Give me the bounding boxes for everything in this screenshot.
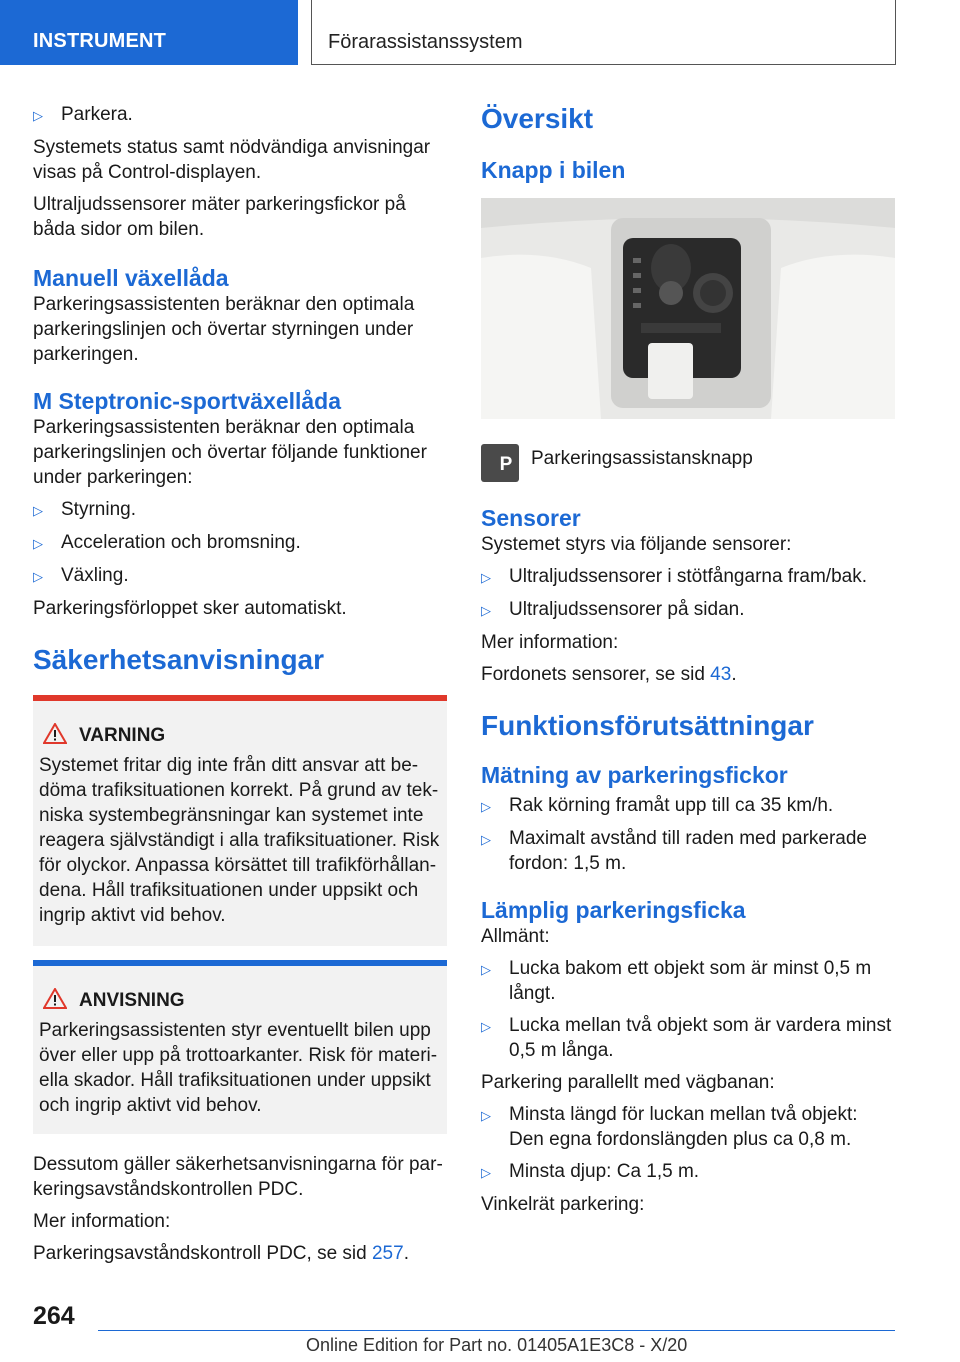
heading-overview: Översikt (481, 103, 594, 134)
bullet-triangle-icon: ▷ (33, 569, 43, 584)
edition-footer: Online Edition for Part no. 01405A1E3C8 - X/20 (306, 1335, 688, 1355)
warning-triangle-icon (39, 988, 79, 1015)
bullet-triangle-icon: ▷ (481, 1019, 491, 1034)
page-link[interactable]: 257 (371, 1243, 404, 1264)
chapter-title: Förarassistanssystem (328, 31, 523, 53)
note-heading: ANVISNING (79, 990, 185, 1011)
list-item: ▷ Ultraljudssensorer på sidan. (481, 597, 895, 623)
warning-box (33, 695, 447, 946)
paragraph: Dessutom gäller säkerhetsanvisningarna för parkeringsavståndskontrollen PDC. (33, 1154, 443, 1200)
section-title: INSTRUMENT (33, 30, 167, 52)
bullet-triangle-icon: ▷ (481, 603, 491, 618)
heading-suitable-space: Lämplig parkeringsficka (481, 897, 746, 923)
list-item: ▷ Växling. (33, 563, 447, 589)
heading-function-requirements: Funktionsförutsättningar (481, 710, 814, 741)
reference: Fordonets sensorer, se sid 43. (481, 664, 737, 685)
paragraph: Ultraljudssensorer mäter parkeringsfickor på båda sidor om bilen. (33, 194, 406, 240)
paragraph: Vinkelrät parkering: (481, 1194, 645, 1215)
bullet-triangle-icon: ▷ (481, 962, 491, 977)
page-link[interactable]: 43 (710, 664, 732, 685)
bullet-triangle-icon: ▷ (481, 799, 491, 814)
chapter-tab (311, 0, 896, 65)
note-text: Parkeringsassistenten styr eventuellt bilen upp över eller upp på trottoarkanter. Risk för materiella skador. Håll trafiksituationen under uppsikt och ingrip aktivt vid behov. (39, 1020, 438, 1116)
list-item: ▷ Lucka mellan två objekt som är vardera minst 0,5 m långa. (481, 1015, 892, 1061)
heading-safety: Säkerhetsanvisningar (33, 644, 325, 675)
left-column (33, 102, 447, 1273)
paragraph: Parkeringsassistenten beräknar den optimala parkeringslinjen och övertar styrningen under parkeringen. (33, 294, 415, 365)
paragraph: Mer information: (33, 1211, 171, 1232)
warning-triangle-icon (39, 723, 79, 750)
paragraph: Parkeringsförloppet sker automatiskt. (33, 598, 347, 619)
parking-assist-button-icon: P (481, 444, 519, 482)
list-item: ▷ Styrning. (33, 497, 447, 523)
reference: Parkeringsavståndskontroll PDC, se sid 257. (33, 1243, 409, 1264)
footer-divider (98, 1330, 895, 1331)
warning-heading: VARNING (79, 725, 166, 746)
paragraph: Parkering parallellt med vägbanan: (481, 1072, 775, 1093)
list-item: ▷ Rak körning framåt upp till ca 35 km/h. (481, 793, 895, 819)
bullet-triangle-icon: ▷ (481, 570, 491, 585)
bullet-triangle-icon: ▷ (33, 536, 43, 551)
list-item: ▷ Maximalt avstånd till raden med parkerade fordon: 1,5 m. (481, 828, 868, 874)
list-item: ▷ Lucka bakom ett objekt som är minst 0,5 m långt. (481, 958, 872, 1004)
list-item: ▷ Parkera. (33, 102, 447, 128)
bullet-triangle-icon: ▷ (33, 108, 43, 123)
figure-caption (481, 444, 895, 482)
paragraph: Systemets status samt nödvändiga anvisningar visas på Control-displayen. (33, 137, 431, 183)
warning-text: Systemet fritar dig inte från ditt ansvar att bedöma trafiksituationen korrekt. På grund av tekniska systembegränsningar kan systemet inte reagera självständigt i alla trafiksituationer. Risk för olyckor. Anpassa körsättet till trafikförhållandena. Håll trafiksituationen under uppsikt och ingrip aktivt vid behov. (39, 755, 440, 926)
heading-manual: Manuell växellåda (33, 265, 229, 291)
bullet-triangle-icon: ▷ (481, 832, 491, 847)
heading-steptronic: M Steptronic-sportväxellåda (33, 388, 342, 414)
paragraph: Parkeringsassistenten beräknar den optimala parkeringslinjen och övertar följande funktioner under parkeringen: (33, 417, 427, 488)
page-number: 264 (33, 1302, 75, 1330)
list-item: ▷ Ultraljudssensorer i stötfångarna fram/bak. (481, 564, 895, 590)
heading-sensors: Sensorer (481, 505, 581, 531)
list-item: ▷ Minsta längd för luckan mellan två objekt: Den egna fordonslängden plus ca 0,8 m. (481, 1104, 858, 1150)
paragraph: Allmänt: (481, 926, 550, 947)
list-item: ▷ Acceleration och bromsning. (33, 530, 447, 556)
section-tab (0, 0, 298, 65)
paragraph: Mer information: (481, 632, 619, 653)
list-item: ▷ Minsta djup: Ca 1,5 m. (481, 1159, 895, 1185)
bullet-triangle-icon: ▷ (481, 1108, 491, 1123)
heading-button: Knapp i bilen (481, 157, 626, 183)
gear-console-photo (481, 198, 895, 419)
bullet-triangle-icon: ▷ (33, 503, 43, 518)
paragraph: Systemet styrs via följande sensorer: (481, 534, 792, 555)
right-column (481, 102, 895, 1224)
heading-measurement: Mätning av parkeringsfickor (481, 762, 788, 788)
note-box (33, 960, 447, 1134)
bullet-triangle-icon: ▷ (481, 1165, 491, 1180)
caption-text: Parkeringsassistansknapp (531, 448, 753, 469)
